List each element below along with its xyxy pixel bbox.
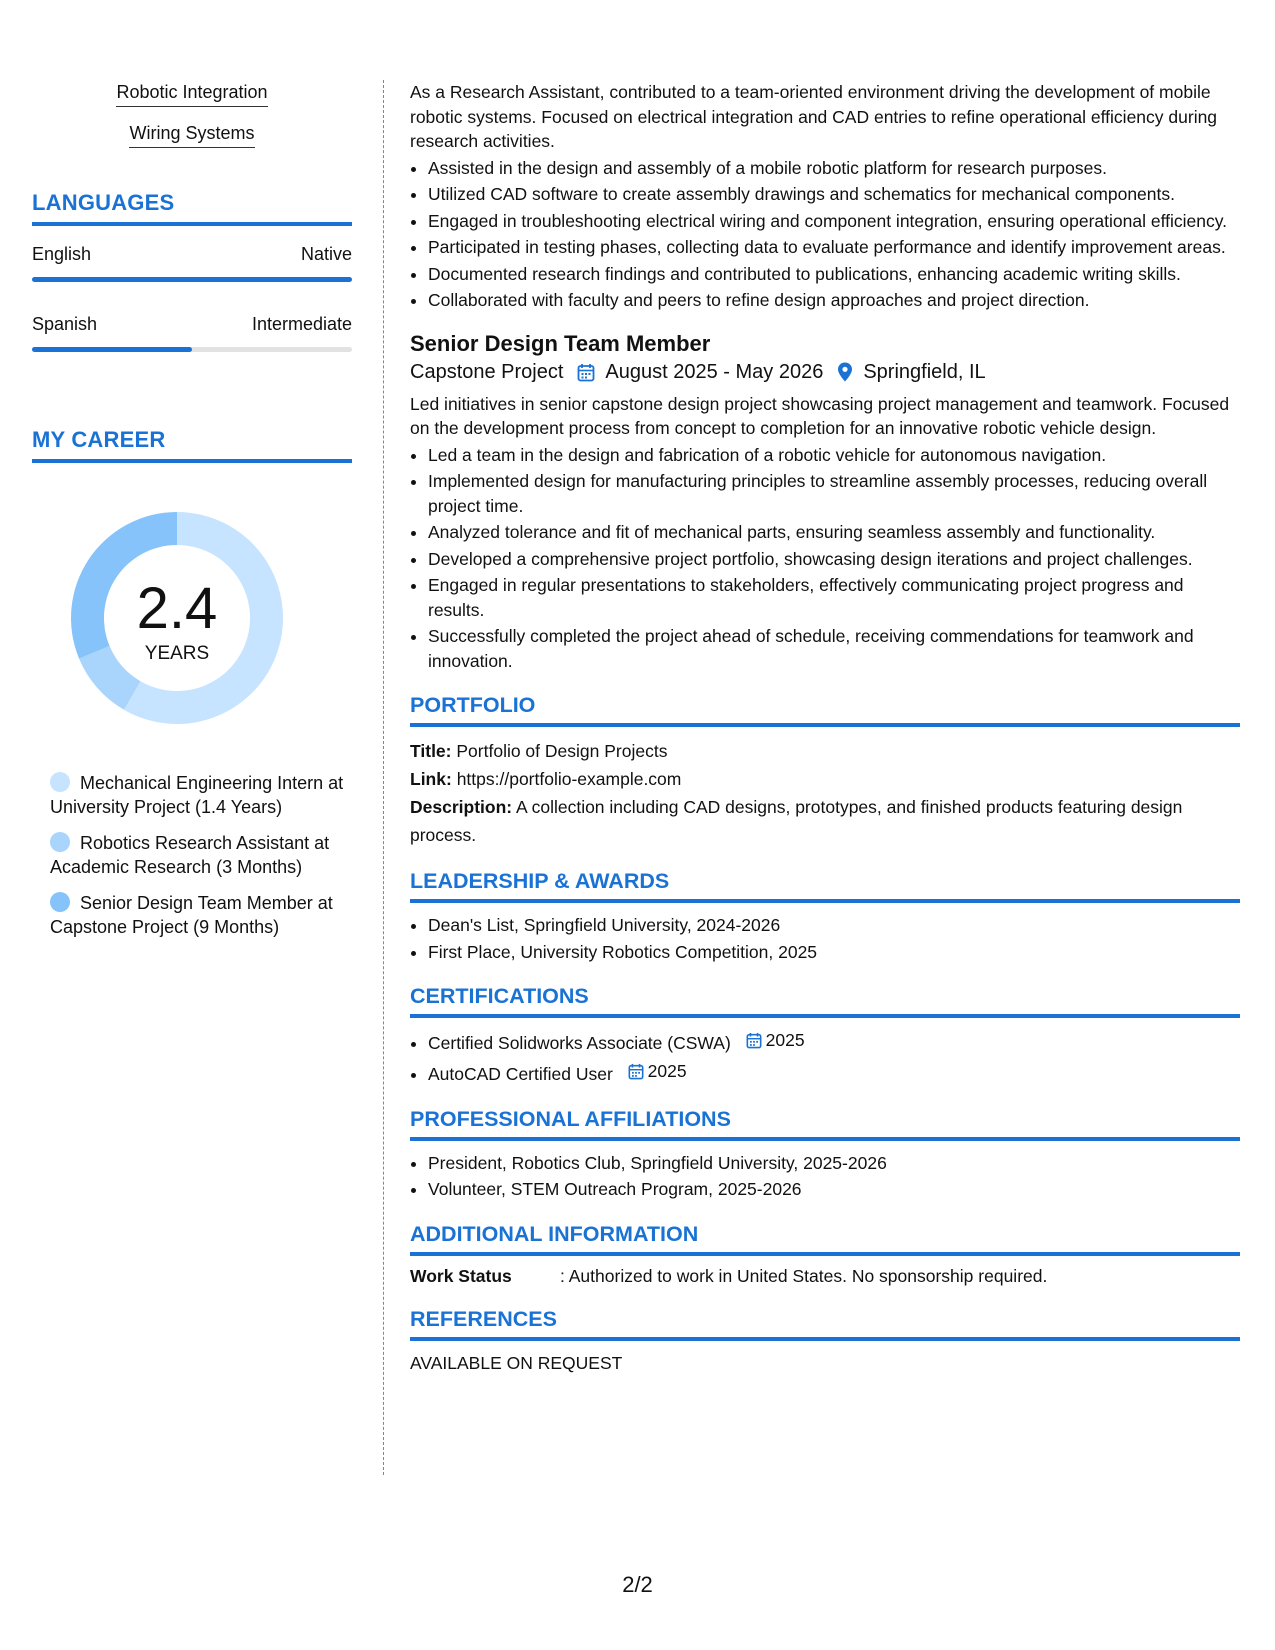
language-level: Native [300, 244, 352, 264]
affiliations-list [410, 1151, 1240, 1202]
job-dates: August 2025 - May 2026 [605, 360, 824, 383]
column-divider [383, 80, 384, 1475]
legend-dot [50, 892, 70, 912]
certifications-list [410, 1028, 1240, 1087]
list-item: • Volunteer, STEM Outreach Program, 2025-2026 [428, 1177, 1240, 1202]
language-item [32, 314, 352, 352]
left-column [32, 82, 352, 951]
references-text: AVAILABLE ON REQUEST [410, 1352, 623, 1373]
portfolio-heading: PORTFOLIO [410, 693, 1240, 727]
language-level-bar [32, 277, 352, 282]
certifications-heading: CERTIFICATIONS [410, 984, 1240, 1018]
career-legend [32, 771, 352, 939]
list-item: • Documented research findings and contributed to publications, enhancing academic writing skills. [428, 262, 1240, 287]
list-item: • Engaged in regular presentations to stakeholders, effectively communicating project progress and results. [428, 573, 1240, 622]
list-item: • Analyzed tolerance and fit of mechanical parts, ensuring seamless assembly and functionality. [428, 520, 1240, 545]
list-item: • Assisted in the design and assembly of a mobile robotic platform for research purposes. [428, 156, 1240, 181]
career-donut-chart [62, 503, 292, 733]
cert-year: 2025 [765, 1030, 805, 1050]
language-item [32, 244, 352, 282]
calendar-icon [746, 1032, 762, 1049]
list-item: • Developed a comprehensive project portfolio, showcasing design iterations and project challenges. [428, 547, 1240, 572]
career-total-unit: YEARS [144, 643, 210, 664]
page-number: 2/2 [622, 1572, 653, 1597]
job-organization: Capstone Project [410, 360, 564, 383]
language-level-fill [32, 347, 192, 352]
career-total-number: 2.4 [136, 576, 218, 641]
legend-item: Robotics Research Assistant at Academic Research (3 Months) [50, 833, 330, 877]
language-level-fill [32, 277, 352, 282]
language-level: Intermediate [251, 314, 352, 334]
legend-item: Mechanical Engineering Intern at University Project (1.4 Years) [50, 773, 344, 817]
work-status-label: Work Status [410, 1265, 512, 1286]
list-item: • AutoCAD Certified User 2025 [428, 1059, 1240, 1086]
language-level-bar [32, 347, 352, 352]
affiliations-heading: PROFESSIONAL AFFILIATIONS [410, 1107, 1240, 1141]
portfolio-link: Link: https://portfolio-example.com [410, 769, 682, 789]
job-title: Senior Design Team Member [410, 330, 711, 356]
calendar-icon [577, 363, 595, 382]
awards-list [410, 913, 1240, 964]
right-column [410, 80, 1240, 1374]
work-status-row [410, 1266, 1240, 1287]
language-name: English [32, 244, 92, 264]
legend-dot [50, 772, 70, 792]
list-item: • Collaborated with faculty and peers to refine design approaches and project direction. [428, 288, 1240, 313]
skill-tag: Robotic Integration [32, 82, 352, 107]
language-name: Spanish [32, 314, 98, 334]
location-pin-icon [837, 362, 853, 382]
list-item: • Implemented design for manufacturing principles to streamline assembly processes, reducing overall project time. [428, 469, 1240, 518]
list-item: • First Place, University Robotics Competition, 2025 [428, 940, 1240, 965]
list-item: • Certified Solidworks Associate (CSWA) 2025 [428, 1028, 1240, 1055]
additional-info-heading: ADDITIONAL INFORMATION [410, 1222, 1240, 1256]
list-item: • Engaged in troubleshooting electrical wiring and component integration, ensuring operational efficiency. [428, 209, 1240, 234]
list-item: • President, Robotics Club, Springfield University, 2025-2026 [428, 1151, 1240, 1176]
calendar-icon [628, 1063, 644, 1080]
legend-dot [50, 832, 70, 852]
job-location: Springfield, IL [863, 360, 986, 383]
languages-heading: LANGUAGES [32, 190, 352, 226]
list-item: • Utilized CAD software to create assembly drawings and schematics for mechanical components. [428, 182, 1240, 207]
career-heading: MY CAREER [32, 427, 352, 463]
list-item: • Successfully completed the project ahead of schedule, receiving commendations for teamwork and innovation. [428, 624, 1240, 673]
portfolio-url[interactable]: https://portfolio-example.com [456, 769, 682, 789]
cert-year: 2025 [647, 1061, 687, 1082]
portfolio-title: Title: Portfolio of Design Projects [410, 741, 668, 761]
references-heading: REFERENCES [410, 1307, 1240, 1341]
portfolio-description: Description: A collection including CAD designs, prototypes, and finished products featuring design process. [410, 797, 1183, 845]
research-bullets [410, 156, 1240, 313]
work-status-value: : Authorized to work in United States. No sponsorship required. [560, 1265, 1048, 1286]
skill-tag: Wiring Systems [32, 123, 352, 148]
list-item: • Led a team in the design and fabrication of a robotic vehicle for autonomous navigation. [428, 443, 1240, 468]
list-item: • Participated in testing phases, collecting data to evaluate performance and identify improvement areas. [428, 235, 1240, 260]
job-bullets [410, 443, 1240, 674]
list-item: • Dean's List, Springfield University, 2024-2026 [428, 913, 1240, 938]
legend-item: Senior Design Team Member at Capstone Project (9 Months) [50, 893, 333, 937]
awards-heading: LEADERSHIP & AWARDS [410, 869, 1240, 903]
job-meta [410, 361, 1240, 384]
research-summary: As a Research Assistant, contributed to a team-oriented environment driving the development of mobile robotic systems. Focused on electrical integration and CAD entries to refine operational efficiency during research activities. [410, 82, 1218, 151]
job-summary: Led initiatives in senior capstone design project showcasing project management and teamwork. Focused on the development process from concept to completion for an innovative robotic vehicle design. [410, 393, 1230, 438]
